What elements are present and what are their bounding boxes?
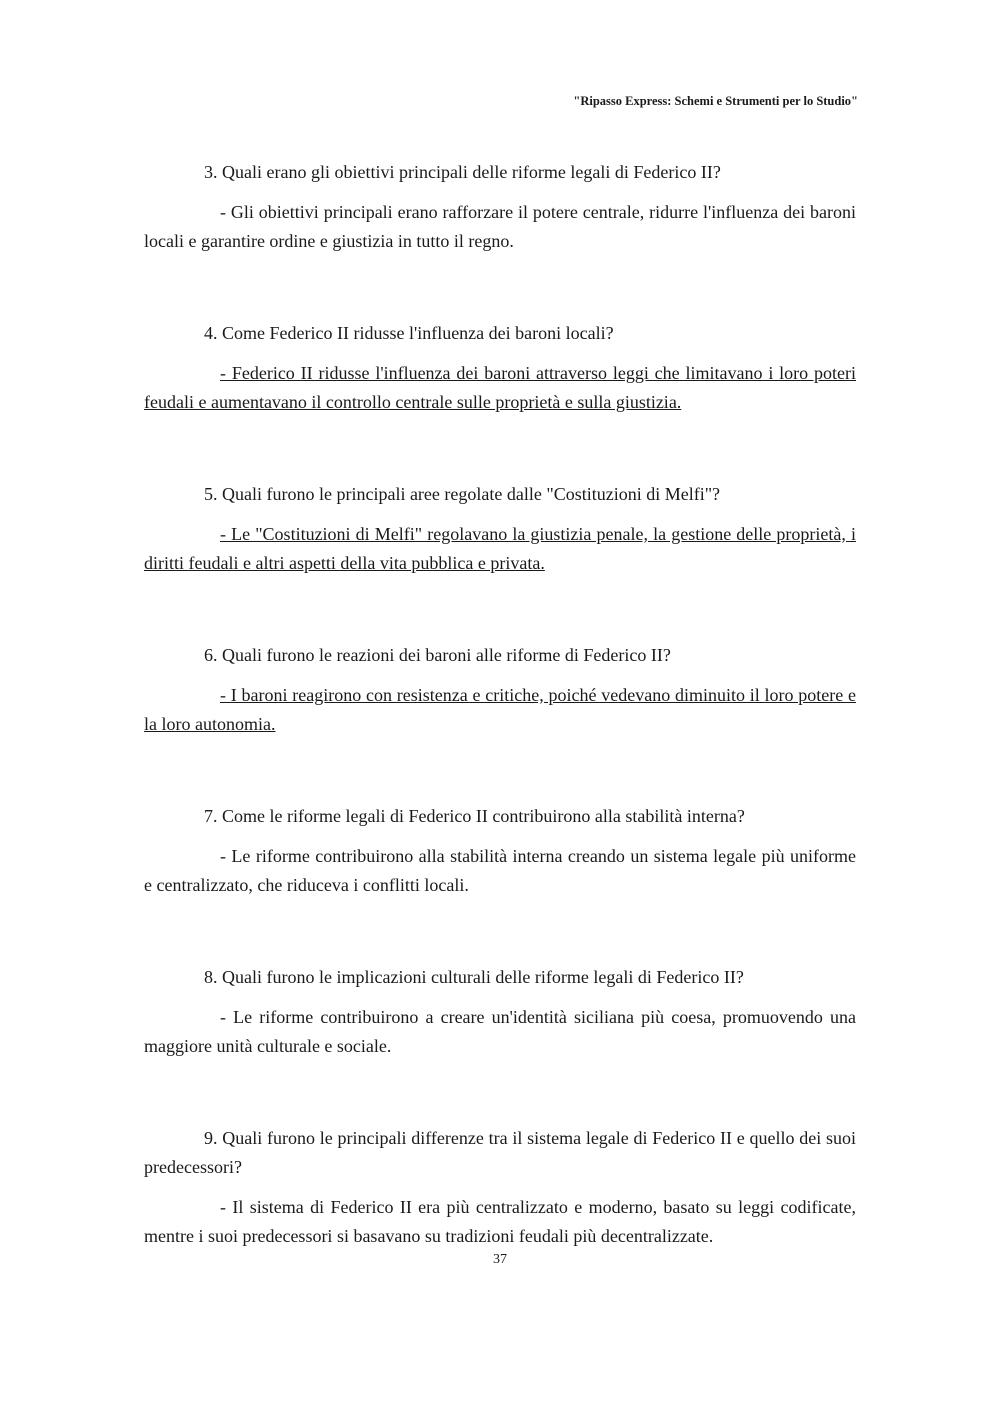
question-5: 5. Quali furono le principali aree regolate dalle "Costituzioni di Melfi"? bbox=[204, 484, 721, 504]
qa-item-7 bbox=[144, 802, 856, 900]
question-9: 9. Quali furono le principali differenze tra il sistema legale di Federico II e quello dei suoi predecessori? bbox=[144, 1128, 856, 1177]
qa-item-9 bbox=[144, 1124, 856, 1251]
question-3: 3. Quali erano gli obiettivi principali delle riforme legali di Federico II? bbox=[204, 162, 721, 182]
answer-9: - Il sistema di Federico II era più centralizzato e moderno, basato su leggi codificate, mentre i suoi predecessori si basavano su tradizioni feudali più decentralizzate. bbox=[144, 1197, 856, 1246]
qa-item-5 bbox=[144, 480, 856, 578]
question-7: 7. Come le riforme legali di Federico II contribuirono alla stabilità interna? bbox=[204, 806, 745, 826]
running-header: "Ripasso Express: Schemi e Strumenti per lo Studio" bbox=[573, 94, 858, 108]
qa-item-4 bbox=[144, 319, 856, 417]
page-number: 37 bbox=[493, 1252, 507, 1267]
answer-4: - Federico II ridusse l'influenza dei baroni attraverso leggi che limitavano i loro poteri feudali e aumentavano il controllo centrale sulle proprietà e sulla giustizia. bbox=[144, 363, 856, 412]
question-4: 4. Come Federico II ridusse l'influenza dei baroni locali? bbox=[204, 323, 614, 343]
qa-item-8 bbox=[144, 963, 856, 1061]
answer-5: - Le "Costituzioni di Melfi" regolavano la giustizia penale, la gestione delle proprietà, i diritti feudali e altri aspetti della vita pubblica e privata. bbox=[144, 524, 856, 573]
question-8: 8. Quali furono le implicazioni culturali delle riforme legali di Federico II? bbox=[204, 967, 744, 987]
qa-item-3 bbox=[144, 158, 856, 256]
document-body bbox=[144, 158, 856, 1314]
qa-item-6 bbox=[144, 641, 856, 739]
question-6: 6. Quali furono le reazioni dei baroni alle riforme di Federico II? bbox=[204, 645, 671, 665]
answer-7: - Le riforme contribuirono alla stabilità interna creando un sistema legale più uniforme e centralizzato, che riduceva i conflitti locali. bbox=[144, 846, 856, 895]
answer-6: - I baroni reagirono con resistenza e critiche, poiché vedevano diminuito il loro potere e la loro autonomia. bbox=[144, 685, 856, 734]
answer-3: - Gli obiettivi principali erano rafforzare il potere centrale, ridurre l'influenza dei baroni locali e garantire ordine e giustizia in tutto il regno. bbox=[144, 202, 856, 251]
answer-8: - Le riforme contribuirono a creare un'identità siciliana più coesa, promuovendo una maggiore unità culturale e sociale. bbox=[144, 1007, 856, 1056]
